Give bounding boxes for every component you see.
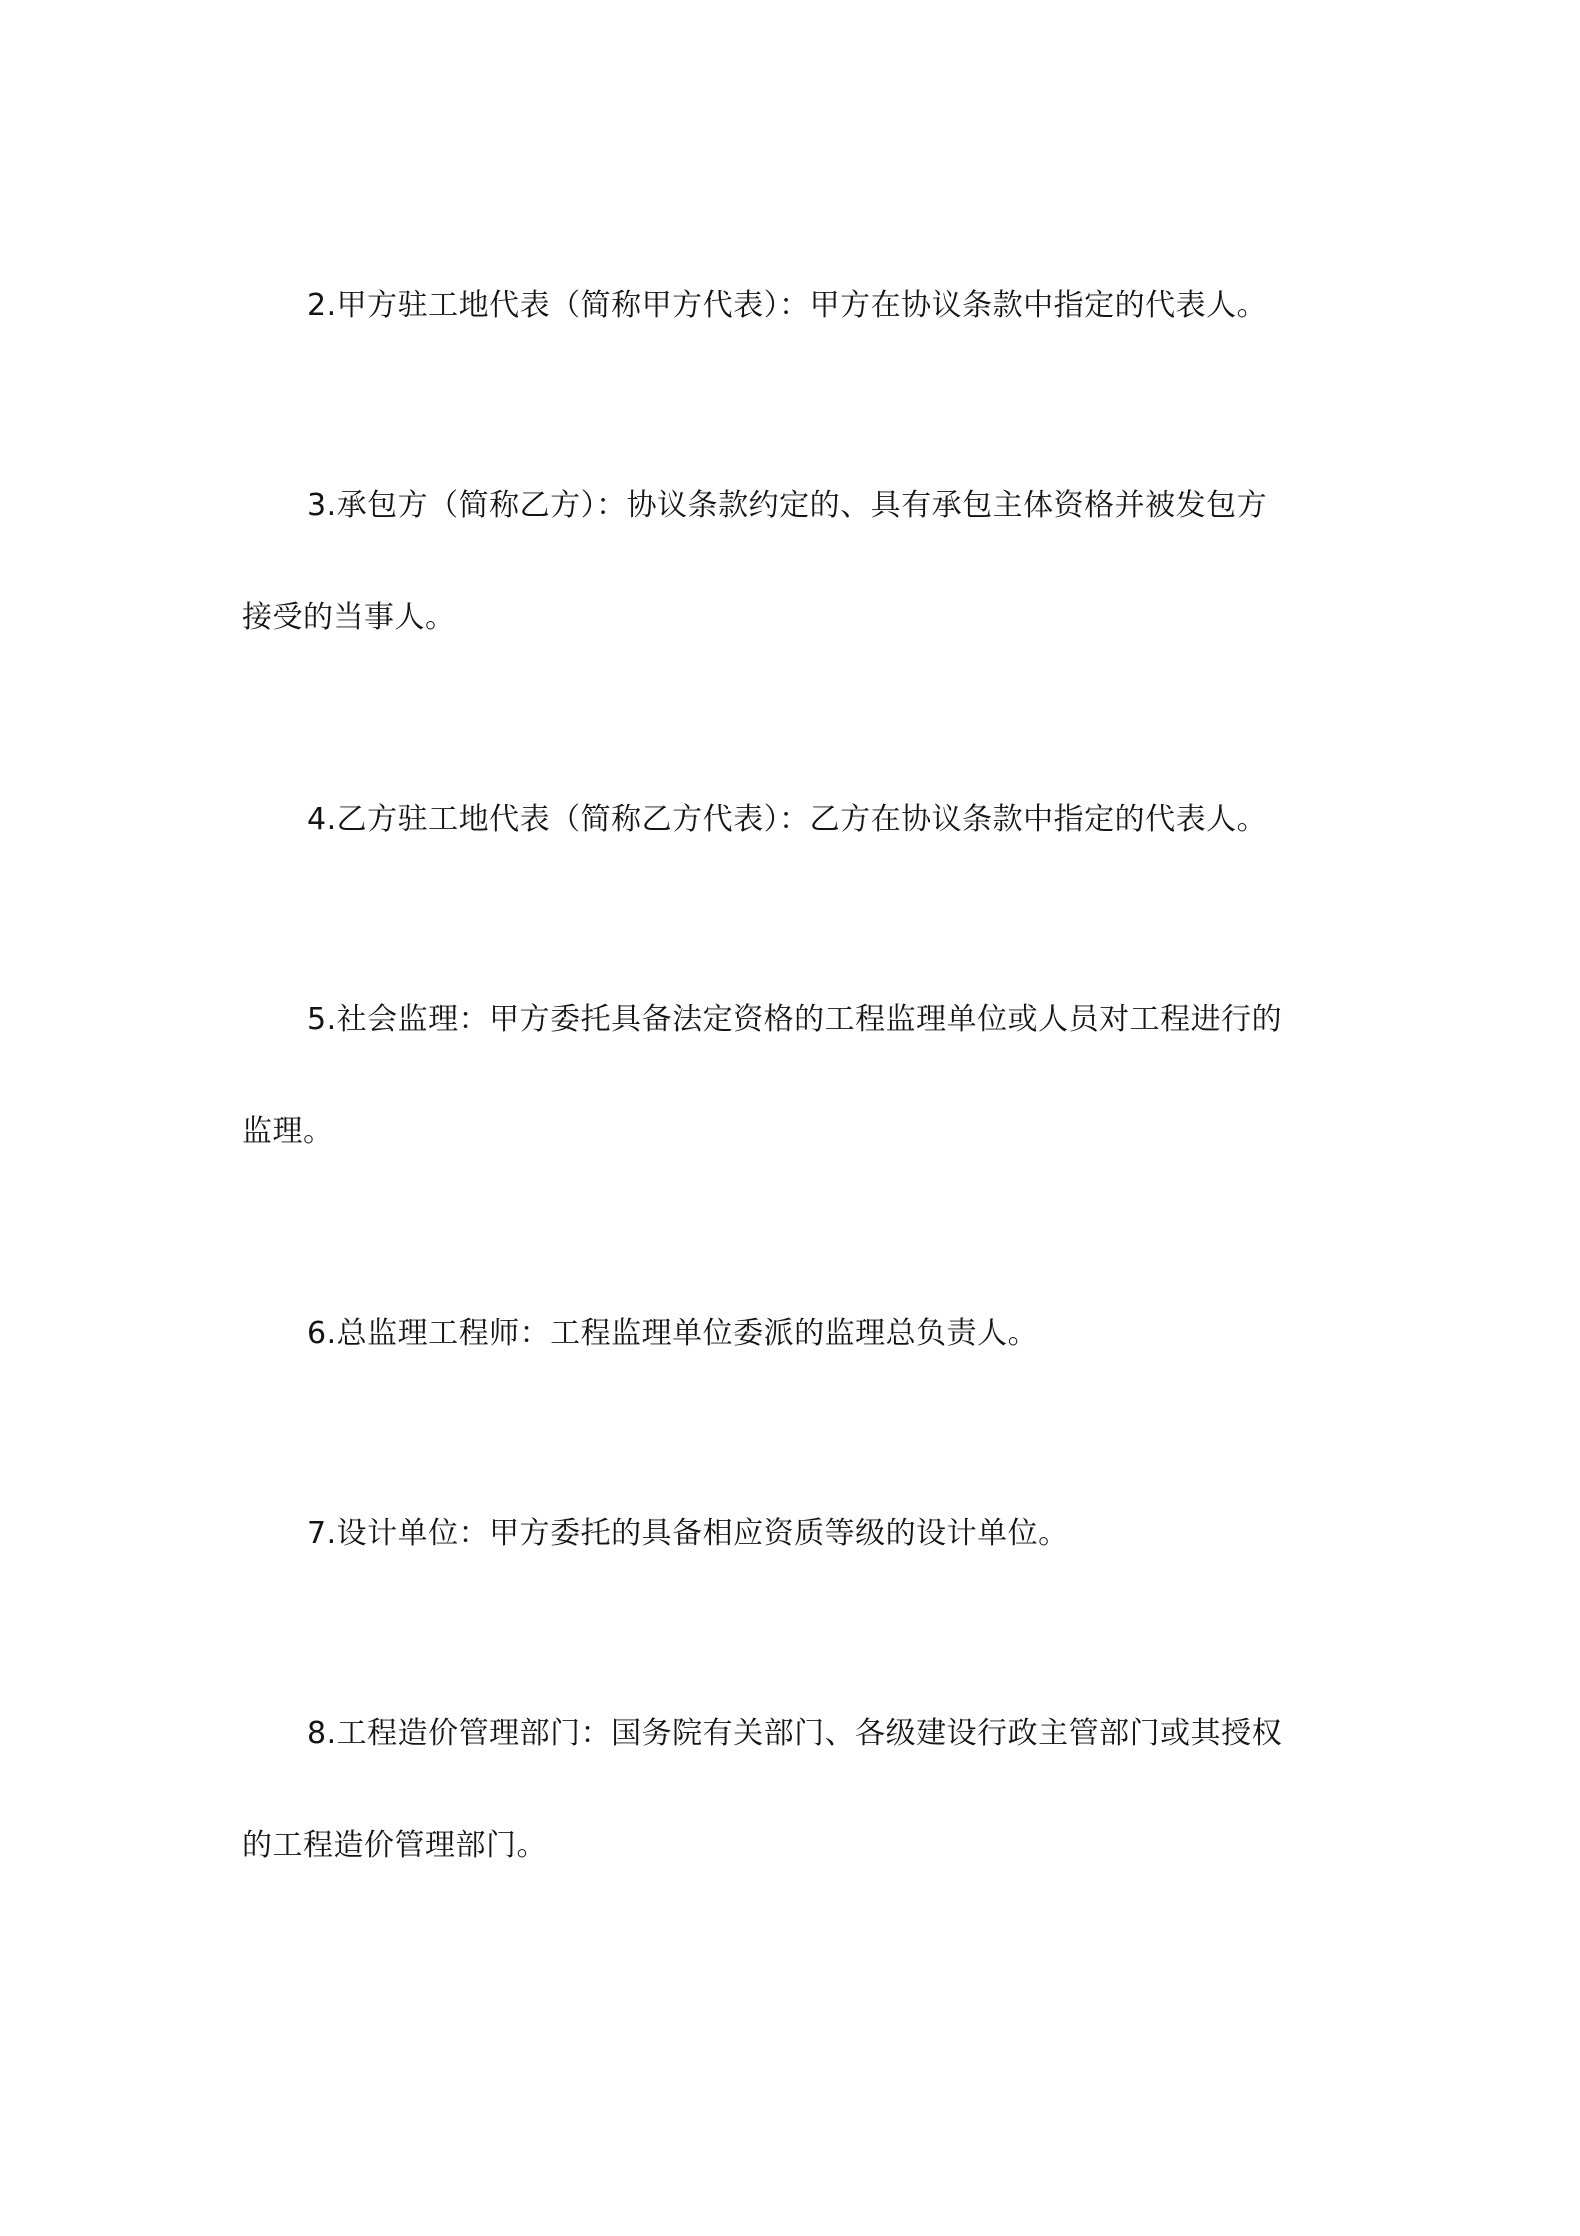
paragraph-4-line-1: 4.乙方驻工地代表（简称乙方代表）：乙方在协议条款中指定的代表人。 [307,802,1268,837]
paragraph-8-line-2: 的工程造价管理部门。 [242,1828,547,1863]
paragraph-7-line-1: 7.设计单位：甲方委托的具备相应资质等级的设计单位。 [307,1516,1069,1551]
paragraph-5-line-2: 监理。 [242,1114,334,1149]
paragraph-3-line-1: 3.承包方（简称乙方）：协议条款约定的、具有承包主体资格并被发包方 [307,488,1268,523]
paragraph-6-line-1: 6.总监理工程师：工程监理单位委派的监理总负责人。 [307,1316,1039,1351]
paragraph-8-line-1: 8.工程造价管理部门：国务院有关部门、各级建设行政主管部门或其授权 [307,1716,1283,1751]
paragraph-3-line-2: 接受的当事人。 [242,600,456,635]
paragraph-2-line-1: 2.甲方驻工地代表（简称甲方代表）：甲方在协议条款中指定的代表人。 [307,288,1268,323]
paragraph-5-line-1: 5.社会监理：甲方委托具备法定资格的工程监理单位或人员对工程进行的 [307,1002,1283,1037]
